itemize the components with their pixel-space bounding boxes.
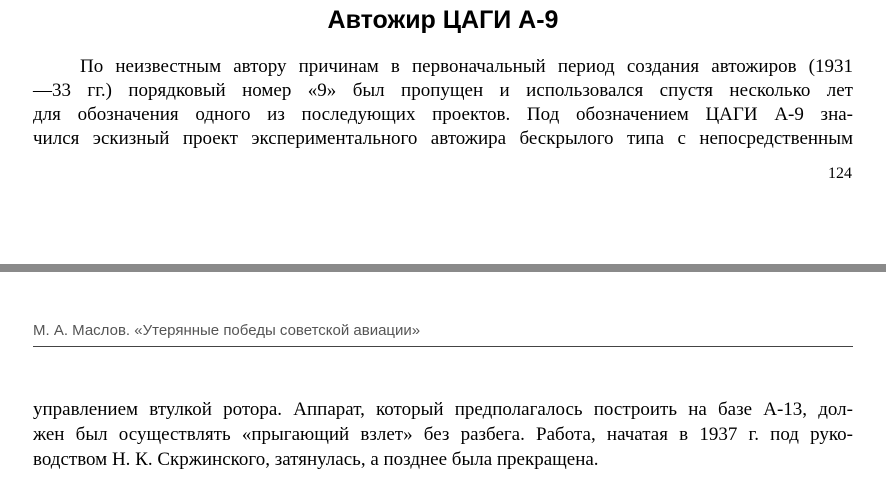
paragraph-line: водством Н. К. Скржинского, затянулась, а позднее была прекращена. — [33, 449, 599, 470]
running-header: М. А. Маслов. «Утерянные победы советской авиации» — [33, 322, 421, 339]
paragraph-line: управлением втулкой ротора. Аппарат, который предполагалось построить на базе А-13, дол- — [33, 399, 853, 420]
paragraph-line: жен был осуществлять «прыгающий взлет» без разбега. Работа, начатая в 1937 г. под руко- — [33, 424, 853, 445]
paragraph-line: —33 гг.) порядковый номер «9» был пропущен и использовался спустя несколько лет — [33, 80, 853, 101]
paragraph-line: чился эскизный проект экспериментального автожира бескрылого типа с непосредственным — [33, 128, 853, 149]
paragraph-line: для обозначения одного из последующих проектов. Под обозначением ЦАГИ А-9 зна- — [33, 104, 853, 125]
paragraph-line: По неизвестным автору причинам в первоначальный период создания автожиров (1931 — [80, 56, 853, 77]
page-separator — [0, 264, 886, 272]
article-title: Автожир ЦАГИ А-9 — [327, 6, 559, 34]
page-number: 124 — [828, 165, 852, 182]
header-rule — [33, 346, 853, 347]
